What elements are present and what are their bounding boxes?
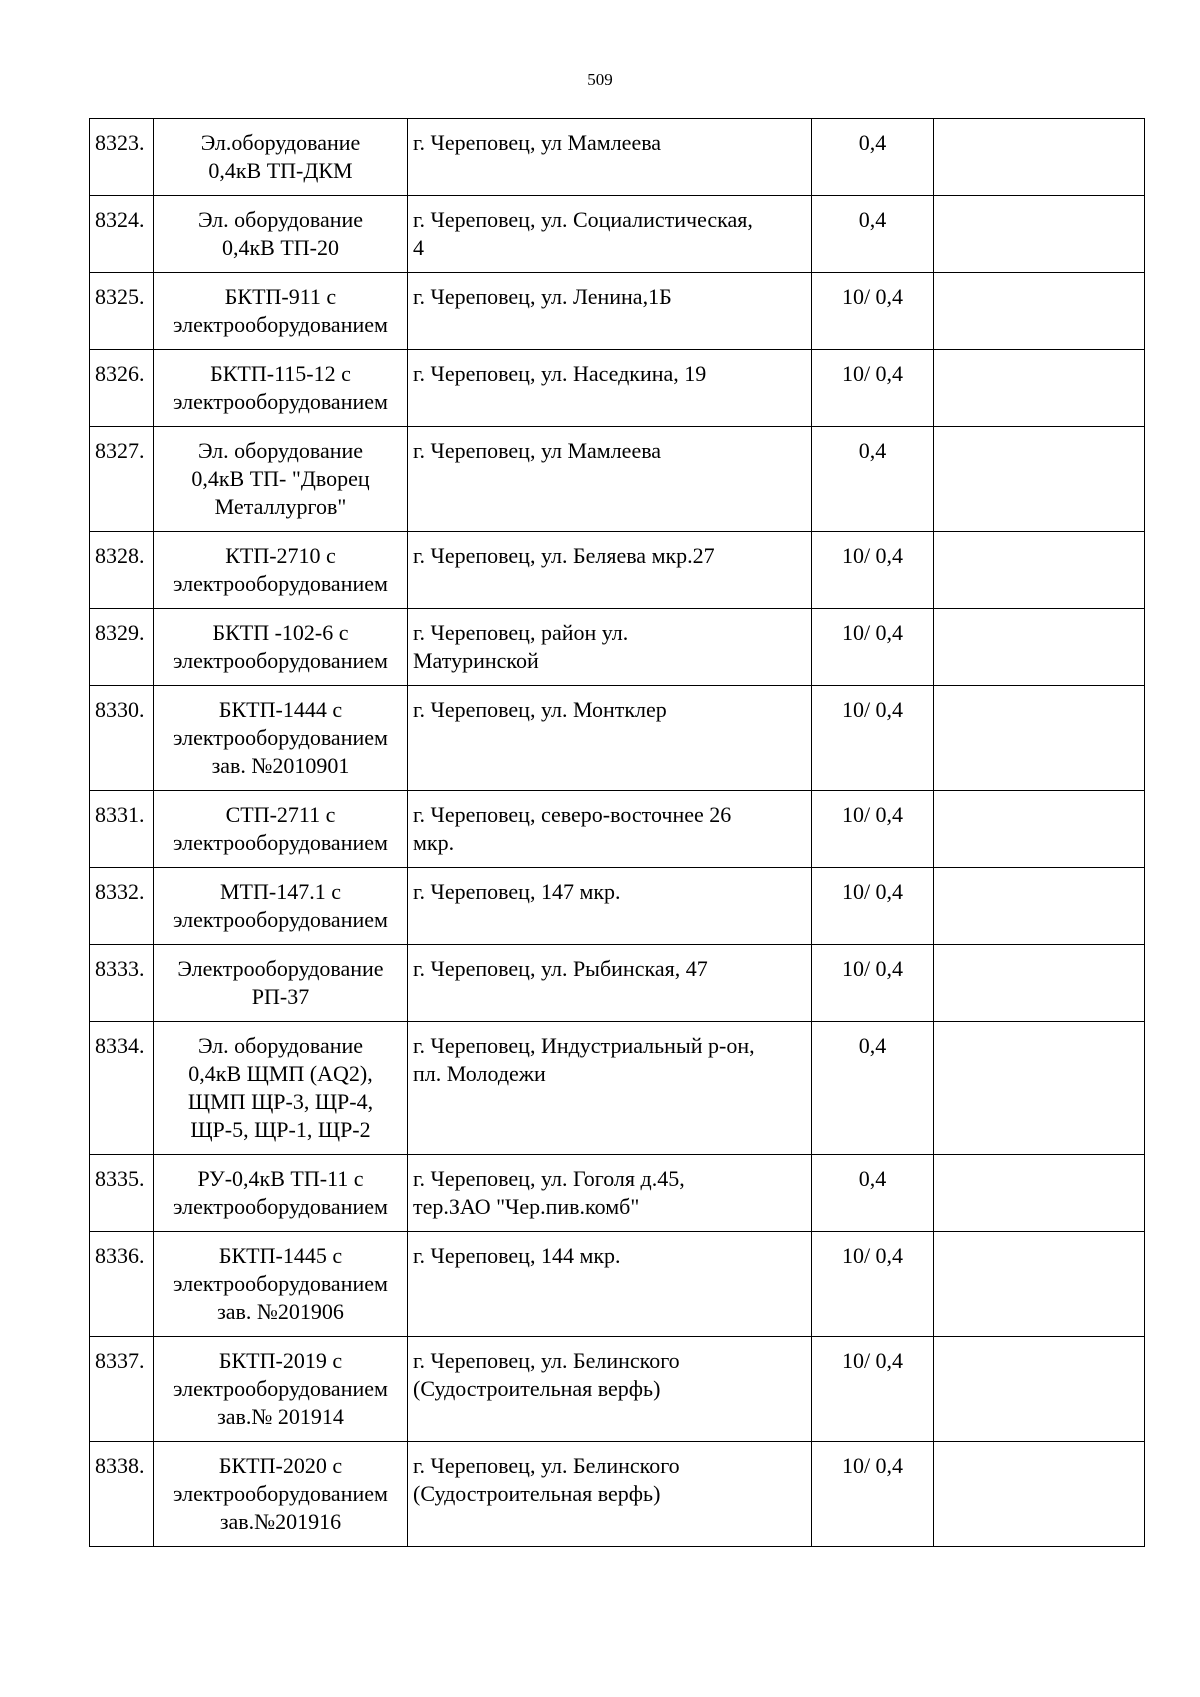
voltage-cell	[812, 427, 934, 532]
equipment-name-text: СТП-2711 с электрооборудованием	[173, 802, 388, 855]
table-row	[90, 1155, 1145, 1232]
voltage-cell	[812, 119, 934, 196]
row-number-text: 8325.	[95, 284, 145, 309]
row-number-text: 8333.	[95, 956, 145, 981]
equipment-name-text: БКТП-2019 с электрооборудованием зав.№ 201914	[173, 1348, 388, 1429]
table-row	[90, 945, 1145, 1022]
voltage-cell	[812, 273, 934, 350]
note-cell	[934, 532, 1145, 609]
row-number-text: 8338.	[95, 1453, 145, 1478]
table-row	[90, 119, 1145, 196]
equipment-name-cell	[154, 1155, 408, 1232]
address-text: г. Череповец, Индустриальный р-он, пл. Молодежи	[413, 1033, 755, 1086]
equipment-name-text: Эл. оборудование 0,4кВ ТП- "Дворец Металлургов"	[191, 438, 370, 519]
address-text: г. Череповец, ул Мамлеева	[413, 130, 662, 155]
address-text: г. Череповец, ул. Белинского (Судостроительная верфь)	[413, 1453, 680, 1506]
note-cell	[934, 1442, 1145, 1547]
voltage-text: 10/ 0,4	[841, 1348, 904, 1373]
voltage-text: 10/ 0,4	[841, 956, 904, 981]
row-number-cell	[90, 945, 154, 1022]
voltage-cell	[812, 1442, 934, 1547]
equipment-name-text: КТП-2710 с электрооборудованием	[173, 543, 388, 596]
equipment-name-cell	[154, 427, 408, 532]
address-cell	[408, 427, 812, 532]
note-cell	[934, 791, 1145, 868]
row-number-cell	[90, 609, 154, 686]
voltage-cell	[812, 791, 934, 868]
page-number: 509	[587, 70, 613, 89]
table-row	[90, 609, 1145, 686]
row-number-cell	[90, 791, 154, 868]
voltage-cell	[812, 868, 934, 945]
voltage-text: 10/ 0,4	[841, 697, 904, 722]
equipment-name-cell	[154, 196, 408, 273]
row-number-text: 8323.	[95, 130, 145, 155]
row-number-text: 8326.	[95, 361, 145, 386]
row-number-text: 8337.	[95, 1348, 145, 1373]
address-text: г. Череповец, северо-восточнее 26 мкр.	[413, 802, 732, 855]
equipment-name-cell	[154, 1232, 408, 1337]
table-row	[90, 427, 1145, 532]
row-number-text: 8330.	[95, 697, 145, 722]
address-cell	[408, 945, 812, 1022]
address-cell	[408, 273, 812, 350]
address-cell	[408, 350, 812, 427]
address-cell	[408, 532, 812, 609]
equipment-name-cell	[154, 686, 408, 791]
row-number-text: 8336.	[95, 1243, 145, 1268]
voltage-cell	[812, 1022, 934, 1155]
voltage-cell	[812, 196, 934, 273]
row-number-cell	[90, 1232, 154, 1337]
note-cell	[934, 609, 1145, 686]
table-row	[90, 273, 1145, 350]
equipment-name-text: БКТП-2020 с электрооборудованием зав.№201916	[173, 1453, 388, 1534]
row-number-cell	[90, 1022, 154, 1155]
address-text: г. Череповец, ул. Гоголя д.45, тер.ЗАО "Чер.пив.комб"	[413, 1166, 685, 1219]
voltage-text: 10/ 0,4	[841, 1453, 904, 1478]
row-number-text: 8324.	[95, 207, 145, 232]
voltage-cell	[812, 350, 934, 427]
note-cell	[934, 945, 1145, 1022]
note-cell	[934, 273, 1145, 350]
table-row	[90, 868, 1145, 945]
voltage-cell	[812, 1155, 934, 1232]
voltage-text: 10/ 0,4	[841, 879, 904, 904]
address-text: г. Череповец, ул. Беляева мкр.27	[413, 543, 715, 568]
address-cell	[408, 791, 812, 868]
equipment-name-text: Эл.оборудование 0,4кВ ТП-ДКМ	[200, 130, 361, 183]
row-number-text: 8328.	[95, 543, 145, 568]
address-text: г. Череповец, ул. Ленина,1Б	[413, 284, 672, 309]
row-number-cell	[90, 119, 154, 196]
row-number-text: 8331.	[95, 802, 145, 827]
address-cell	[408, 1155, 812, 1232]
row-number-cell	[90, 427, 154, 532]
equipment-name-text: РУ-0,4кВ ТП-11 с электрооборудованием	[173, 1166, 388, 1219]
row-number-text: 8332.	[95, 879, 145, 904]
equipment-name-text: БКТП-911 с электрооборудованием	[173, 284, 388, 337]
address-cell	[408, 1022, 812, 1155]
note-cell	[934, 196, 1145, 273]
address-cell	[408, 686, 812, 791]
registry-table-body	[90, 119, 1145, 1547]
equipment-name-cell	[154, 945, 408, 1022]
voltage-cell	[812, 532, 934, 609]
row-number-cell	[90, 350, 154, 427]
row-number-cell	[90, 532, 154, 609]
voltage-text: 10/ 0,4	[841, 1243, 904, 1268]
table-row	[90, 196, 1145, 273]
equipment-name-text: Электрооборудование РП-37	[177, 956, 384, 1009]
registry-table	[89, 118, 1145, 1547]
note-cell	[934, 119, 1145, 196]
address-text: г. Череповец, ул. Социалистическая, 4	[413, 207, 753, 260]
note-cell	[934, 686, 1145, 791]
table-row	[90, 686, 1145, 791]
table-row	[90, 1337, 1145, 1442]
address-cell	[408, 609, 812, 686]
voltage-text: 0,4	[858, 1033, 887, 1058]
address-text: г. Череповец, 144 мкр.	[413, 1243, 621, 1268]
address-text: г. Череповец, 147 мкр.	[413, 879, 621, 904]
voltage-text: 0,4	[858, 207, 887, 232]
voltage-cell	[812, 609, 934, 686]
voltage-cell	[812, 1232, 934, 1337]
address-text: г. Череповец, ул. Монтклер	[413, 697, 667, 722]
voltage-text: 10/ 0,4	[841, 284, 904, 309]
table-row	[90, 1442, 1145, 1547]
row-number-cell	[90, 196, 154, 273]
equipment-name-text: БКТП-1445 с электрооборудованием зав. №201906	[173, 1243, 388, 1324]
address-cell	[408, 1337, 812, 1442]
equipment-name-text: БКТП-115-12 с электрооборудованием	[173, 361, 388, 414]
row-number-text: 8335.	[95, 1166, 145, 1191]
note-cell	[934, 868, 1145, 945]
voltage-cell	[812, 1337, 934, 1442]
note-cell	[934, 1232, 1145, 1337]
address-cell	[408, 196, 812, 273]
table-row	[90, 1232, 1145, 1337]
note-cell	[934, 1155, 1145, 1232]
row-number-text: 8327.	[95, 438, 145, 463]
row-number-cell	[90, 686, 154, 791]
address-cell	[408, 1232, 812, 1337]
voltage-cell	[812, 686, 934, 791]
equipment-name-cell	[154, 350, 408, 427]
table-row	[90, 791, 1145, 868]
address-cell	[408, 119, 812, 196]
equipment-name-text: БКТП-1444 с электрооборудованием зав. №2010901	[173, 697, 388, 778]
voltage-text: 10/ 0,4	[841, 361, 904, 386]
voltage-text: 10/ 0,4	[841, 620, 904, 645]
note-cell	[934, 1022, 1145, 1155]
equipment-name-text: БКТП -102-6 с электрооборудованием	[173, 620, 388, 673]
address-text: г. Череповец, ул. Наседкина, 19	[413, 361, 707, 386]
equipment-name-cell	[154, 1337, 408, 1442]
address-text: г. Череповец, ул Мамлеева	[413, 438, 662, 463]
equipment-name-cell	[154, 273, 408, 350]
address-text: г. Череповец, район ул. Матуринской	[413, 620, 629, 673]
address-cell	[408, 868, 812, 945]
table-row	[90, 1022, 1145, 1155]
equipment-name-cell	[154, 119, 408, 196]
voltage-text: 0,4	[858, 130, 887, 155]
equipment-name-cell	[154, 532, 408, 609]
voltage-text: 10/ 0,4	[841, 802, 904, 827]
row-number-cell	[90, 1337, 154, 1442]
note-cell	[934, 427, 1145, 532]
equipment-name-cell	[154, 609, 408, 686]
equipment-name-text: Эл. оборудование 0,4кВ ТП-20	[197, 207, 364, 260]
equipment-name-cell	[154, 1022, 408, 1155]
equipment-name-text: Эл. оборудование 0,4кВ ЩМП (AQ2), ЩМП ЩР-3, ЩР-4, ЩР-5, ЩР-1, ЩР-2	[187, 1033, 374, 1142]
voltage-text: 0,4	[858, 438, 887, 463]
note-cell	[934, 1337, 1145, 1442]
row-number-cell	[90, 1155, 154, 1232]
voltage-cell	[812, 945, 934, 1022]
voltage-text: 0,4	[858, 1166, 887, 1191]
address-text: г. Череповец, ул. Рыбинская, 47	[413, 956, 708, 981]
equipment-name-text: МТП-147.1 с электрооборудованием	[173, 879, 388, 932]
equipment-name-cell	[154, 791, 408, 868]
row-number-cell	[90, 273, 154, 350]
voltage-text: 10/ 0,4	[841, 543, 904, 568]
table-row	[90, 532, 1145, 609]
address-text: г. Череповец, ул. Белинского (Судостроительная верфь)	[413, 1348, 680, 1401]
row-number-text: 8334.	[95, 1033, 145, 1058]
note-cell	[934, 350, 1145, 427]
row-number-cell	[90, 868, 154, 945]
row-number-text: 8329.	[95, 620, 145, 645]
address-cell	[408, 1442, 812, 1547]
table-row	[90, 350, 1145, 427]
row-number-cell	[90, 1442, 154, 1547]
equipment-name-cell	[154, 868, 408, 945]
equipment-name-cell	[154, 1442, 408, 1547]
